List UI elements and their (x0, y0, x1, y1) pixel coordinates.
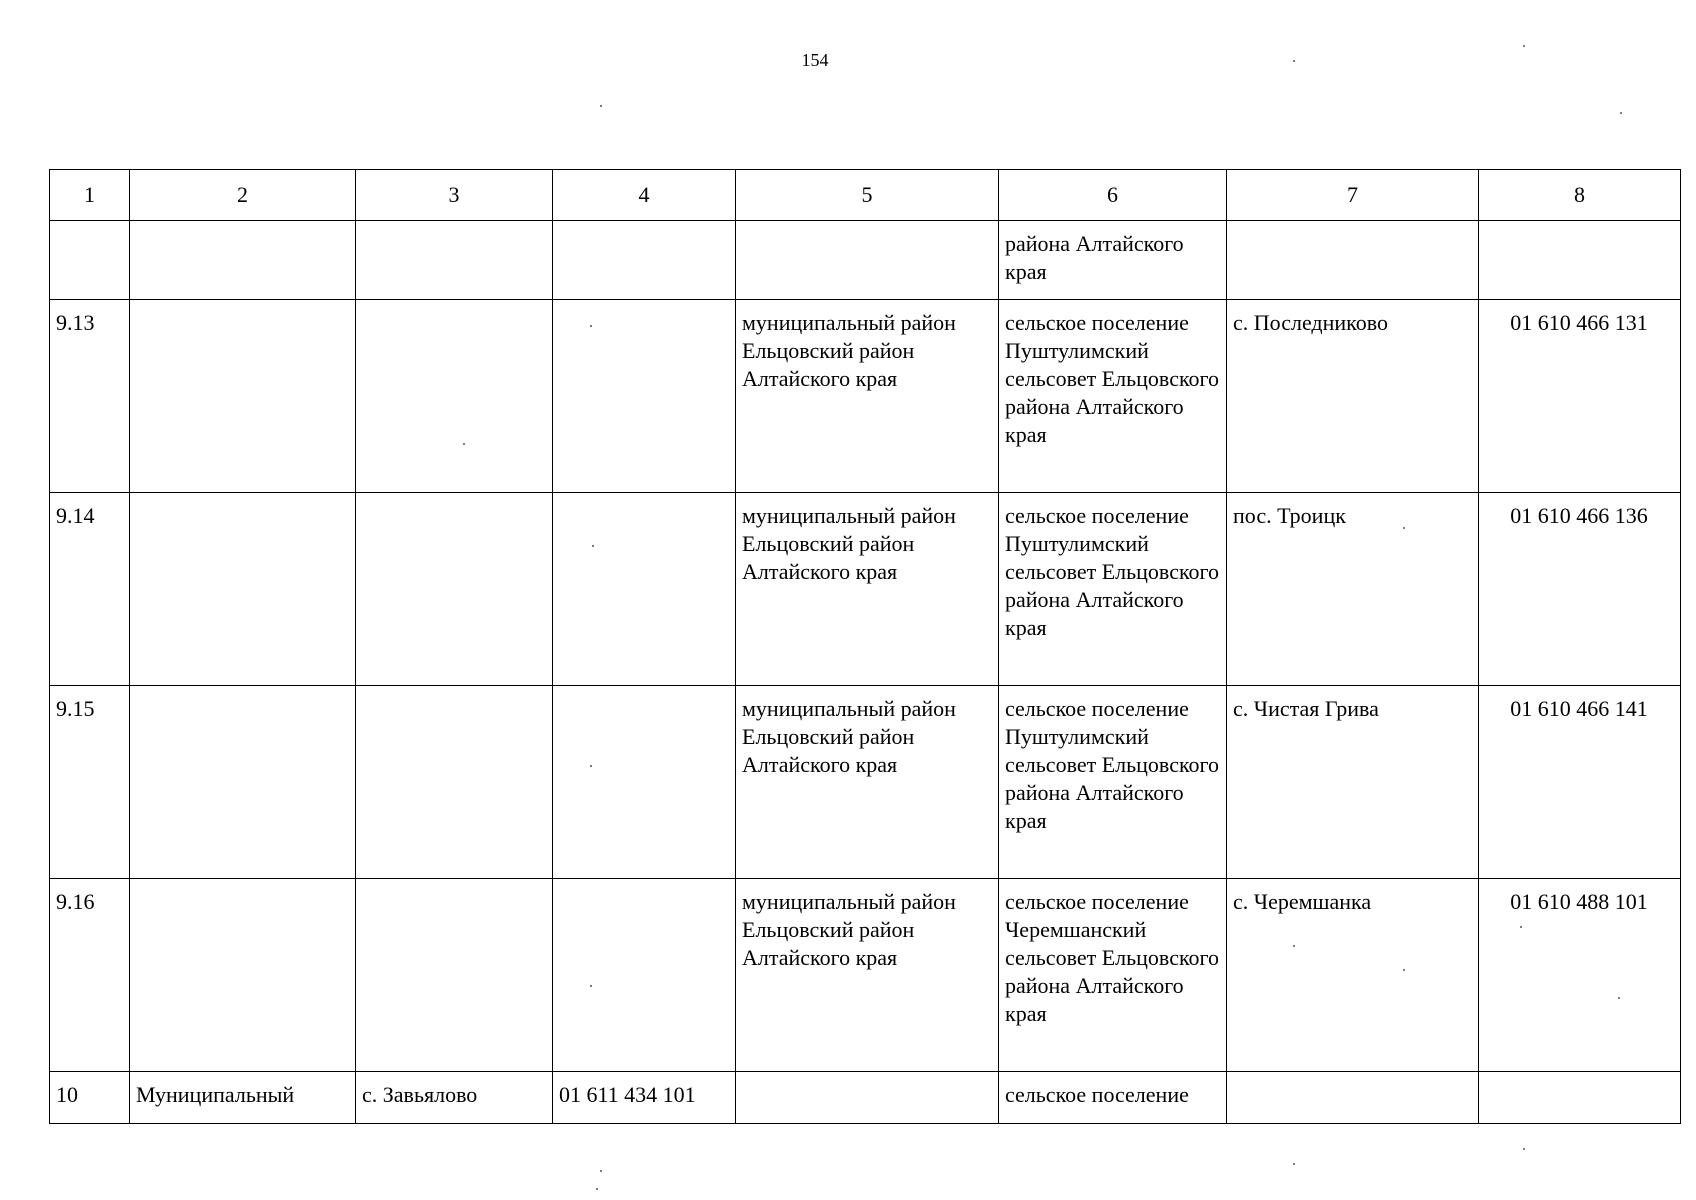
table-cell: сельское поселение Пуштулимский сельсовет Ельцовского района Алтайского края (999, 686, 1227, 879)
column-header: 4 (553, 170, 736, 221)
column-header: 3 (356, 170, 553, 221)
table-cell (356, 300, 553, 493)
row-number-cell: 9.15 (50, 686, 130, 879)
column-header: 1 (50, 170, 130, 221)
row-number-cell: 9.16 (50, 879, 130, 1072)
scan-speck (1520, 926, 1522, 928)
page-number: 154 (801, 50, 829, 70)
table-cell: 01 610 466 141 (1479, 686, 1681, 879)
scan-speck (590, 325, 592, 327)
table-cell (553, 879, 736, 1072)
scan-speck (1620, 112, 1622, 114)
table-header-row (50, 170, 1681, 221)
table-cell: муниципальный район Ельцовский район Алтайского края (736, 879, 999, 1072)
scan-speck (590, 765, 592, 767)
column-header: 2 (130, 170, 356, 221)
table-cell (553, 493, 736, 686)
table-cell: муниципальный район Ельцовский район Алтайского края (736, 300, 999, 493)
scan-speck (463, 443, 465, 445)
row-number-cell: 9.13 (50, 300, 130, 493)
scan-speck (1293, 945, 1295, 947)
table-cell (356, 686, 553, 879)
table-cell (1479, 221, 1681, 300)
scan-speck (1523, 45, 1525, 47)
scan-speck (590, 985, 592, 987)
scan-speck (1523, 1148, 1525, 1150)
table-cell (130, 879, 356, 1072)
table-cell: сельское поселение Пуштулимский сельсовет Ельцовского района Алтайского края (999, 300, 1227, 493)
table-cell: района Алтайского края (999, 221, 1227, 300)
table-cell (356, 493, 553, 686)
table-cell (736, 221, 999, 300)
table-cell: с. Последниково (1227, 300, 1479, 493)
scan-speck (1293, 60, 1295, 62)
table-cell: сельское поселение Черемшанский сельсовет Ельцовского района Алтайского края (999, 879, 1227, 1072)
table-cell (553, 221, 736, 300)
table-cell (130, 493, 356, 686)
table-cell: пос. Троицк (1227, 493, 1479, 686)
scan-speck (1403, 527, 1405, 529)
table-cell (1227, 221, 1479, 300)
table-row (50, 879, 1681, 1072)
table-row (50, 221, 1681, 300)
scan-speck (1403, 969, 1405, 971)
table-cell (130, 686, 356, 879)
table-row (50, 686, 1681, 879)
table-cell (1227, 1072, 1479, 1124)
table-cell (130, 300, 356, 493)
scan-speck (596, 1188, 598, 1190)
table-row (50, 1072, 1681, 1124)
table-cell: 01 611 434 101 (553, 1072, 736, 1124)
table-cell: 01 610 488 101 (1479, 879, 1681, 1072)
scan-speck (592, 545, 594, 547)
scan-speck (600, 1170, 602, 1172)
row-number-cell: 9.14 (50, 493, 130, 686)
table-cell (553, 686, 736, 879)
table-cell: 01 610 466 131 (1479, 300, 1681, 493)
table-cell: сельское поселение (999, 1072, 1227, 1124)
table-cell: муниципальный район Ельцовский район Алтайского края (736, 493, 999, 686)
table-cell: муниципальный район Ельцовский район Алтайского края (736, 686, 999, 879)
table-cell (736, 1072, 999, 1124)
table-cell (356, 221, 553, 300)
scan-speck (600, 105, 602, 107)
table-cell: с. Завьялово (356, 1072, 553, 1124)
table-row (50, 493, 1681, 686)
row-number-cell: 10 (50, 1072, 130, 1124)
table-cell (1479, 1072, 1681, 1124)
column-header: 6 (999, 170, 1227, 221)
registry-table (49, 169, 1681, 1124)
table-cell: Муниципальный (130, 1072, 356, 1124)
table-cell: сельское поселение Пуштулимский сельсовет Ельцовского района Алтайского края (999, 493, 1227, 686)
scan-speck (1618, 997, 1620, 999)
scan-speck (1293, 1163, 1295, 1165)
column-header: 5 (736, 170, 999, 221)
table-cell (553, 300, 736, 493)
column-header: 7 (1227, 170, 1479, 221)
row-number-cell (50, 221, 130, 300)
table-row (50, 300, 1681, 493)
table-cell: 01 610 466 136 (1479, 493, 1681, 686)
table-cell (130, 221, 356, 300)
table-cell: с. Черемшанка (1227, 879, 1479, 1072)
table-cell: с. Чистая Грива (1227, 686, 1479, 879)
table-cell (356, 879, 553, 1072)
column-header: 8 (1479, 170, 1681, 221)
